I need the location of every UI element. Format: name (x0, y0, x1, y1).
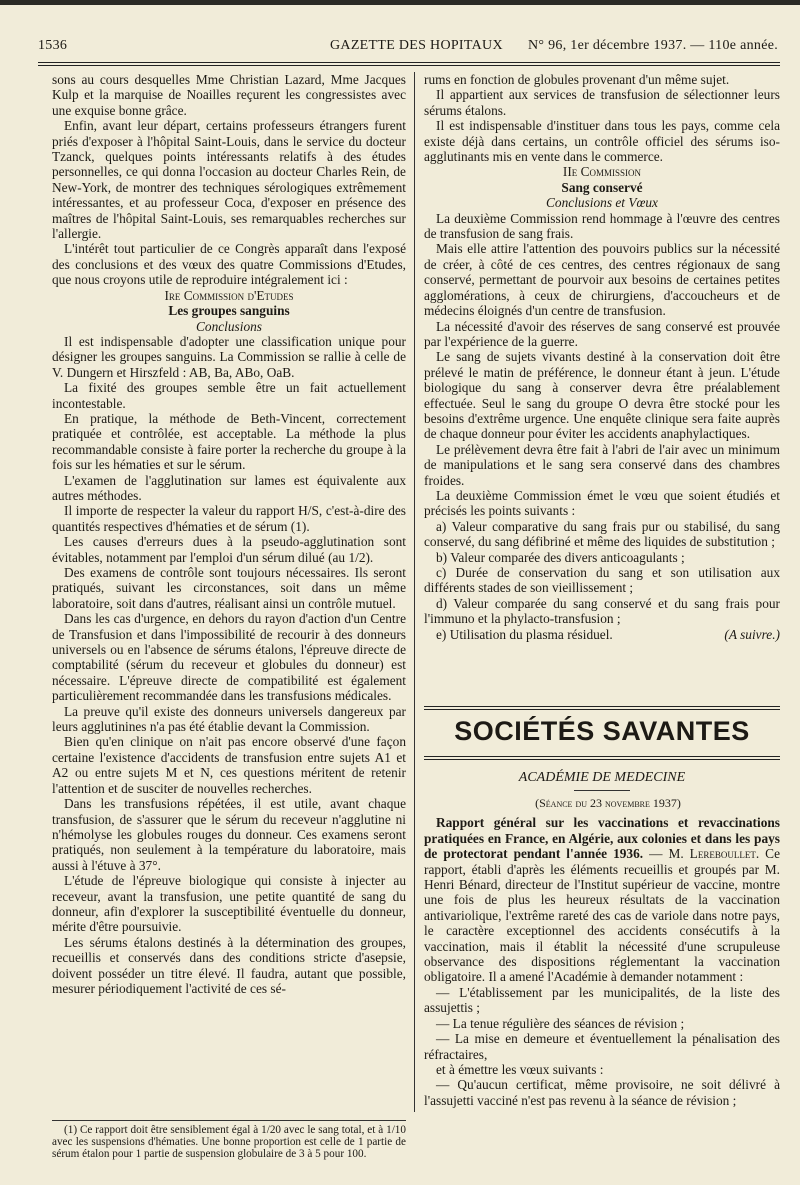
report-author: — M. Lereboullet. (649, 846, 760, 862)
short-rule (574, 790, 630, 791)
paragraph: rums en fonction de globules provenant d'un même sujet. (424, 72, 730, 87)
paragraph: Il est indispensable d'adopter une classification unique pour désigner les groupes sanguins. La Commission se rallie à celle de V. Dungern et Hirszfeld : AB, Ba, ABo, OaB. (52, 333, 406, 380)
paragraph: Il importe de respecter la valeur du rapport H/S, c'est-à-dire des quantités respectives d'hématies et de sérum (1). (52, 503, 406, 534)
section-rule-2 (424, 709, 780, 710)
session-date: (Séance du 23 novembre 1937) (535, 796, 681, 810)
paragraph: L'étude de l'épreuve biologique qui consiste à injecter au receveur, avant la transfusion, une petite quantité de sang du donneur, afin d'explorer la susceptibilité éventuelle du donneur, mérite d'être poursuivie. (52, 873, 406, 935)
paragraph: Les causes d'erreurs dues à la pseudo-agglutination sont évitables, notamment par l'emploi d'un sérum dilué (au 1/2). (52, 534, 406, 565)
paragraph: Le prélèvement devra être fait à l'abri de l'air avec un minimum de manipulations et le sang sera conservé dans des chambres froides. (424, 441, 780, 488)
academy-section (424, 796, 780, 1108)
footnote-text: (1) Ce rapport doit être sensiblement égal à 1/20 avec le sang total, et à 1/10 avec les suspensions d'hématies. Une bonne proportion est celle de 1 partie de sérum étalon pour 1 partie de suspension globulaire de 3 à 5 pour 100. (52, 1124, 406, 1161)
paragraph: La preuve qu'il existe des donneurs universels dangereux par leurs agglutinines n'a pas été établie devant la Commission. (52, 703, 406, 735)
list-item (424, 627, 780, 642)
right-column (424, 72, 780, 642)
list-item: c) Durée de conservation du sang et son utilisation aux différents stades de son vieillissement ; (424, 565, 780, 596)
list-item: — L'établissement par les municipalités, de la liste des assujettis ; (424, 984, 780, 1016)
paragraph: Mais elle attire l'attention des pouvoirs publics sur la nécessité de créer, à côté de ces centres, des centres régionaux de sang conservé, permettant de pourvoir aux besoins de certaines petites agglomérations, à ceux de chirurgiens, d'accoucheurs et de médecins éloignés d'un centre de transfusion. (424, 241, 780, 319)
header-rule-2 (38, 65, 780, 66)
paragraph: L'intérêt tout particulier de ce Congrès apparaît dans l'exposé des conclusions et des vœux des quatre Commissions d'Etudes, que nous croyons utile de reproduire intégralement ici : (52, 241, 406, 288)
paragraph: Le sang de sujets vivants destiné à la conservation doit être prélevé le matin de préférence, le donneur étant à jeun. L'étude biologique du sang à conserver devra être préalablement effectuée. Seul le sang du groupe O devra être stocké pour les besoins d'extrême urgence. Une enquête clinique sera faite auprès de chaque donneur pour éviter les accidents anaphylactiques. (424, 349, 780, 442)
to-be-continued: (A suivre.) (724, 626, 780, 642)
banner-rule (424, 756, 780, 757)
page-number: 1536 (38, 38, 68, 53)
section-title: Sang conservé (561, 179, 643, 195)
header-rule (38, 62, 780, 63)
paragraph: La deuxième Commission rend hommage à l'œuvre des centres de transfusion de sang frais. (424, 210, 780, 242)
journal-title: GAZETTE DES HOPITAUX (330, 38, 503, 53)
issue-info: N° 96, 1er décembre 1937. — 110e année. (528, 38, 779, 53)
banner-rule-2 (424, 759, 780, 760)
section-subtitle: Conclusions et Vœux (546, 195, 658, 211)
top-border (0, 0, 800, 5)
paragraph: Les sérums étalons destinés à la détermination des groupes, recueillis et conservés dans des conditions stricte d'asepsie, doivent posséder un titre élevé. Il faudra, autant que possible, mesurer périodiquement l'activité de ces sé- (52, 934, 406, 996)
section-heading: IIe Commission (562, 164, 642, 180)
paragraph: Dans les transfusions répétées, il est utile, avant chaque transfusion, de s'assurer que le sérum du receveur n'agglutine ni n'hémolyse les globules rouges du donneur. Ces examens seront pratiqués, non seulement à la température du laboratoire, mais aussi à l'étuve à 37°. (52, 796, 406, 873)
paragraph: La nécessité d'avoir des réserves de sang conservé est prouvée par l'expérience de la guerre. (424, 318, 780, 349)
section-rule (424, 706, 780, 707)
paragraph: et à émettre les vœux suivants : (436, 1061, 604, 1077)
list-item: — La tenue régulière des séances de révision ; (436, 1015, 685, 1031)
list-item: — La mise en demeure et éventuellement la pénalisation des réfractaires, (424, 1031, 780, 1062)
footnote (52, 1124, 406, 1161)
paragraph: sons au cours desquelles Mme Christian Lazard, Mme Jacques Kulp et la marquise de Noailles reçurent les congressistes avec une exquise bonne grâce. (52, 72, 406, 118)
section-heading: Ire Commission d'Etudes (164, 287, 294, 303)
paragraph: Dans les cas d'urgence, en dehors du rayon d'action d'un Centre de Transfusion et dans l'impossibilité de recourir à des donneurs universels ou en l'absence de sérums étalons, l'épreuve directe de comptabilité (sérum du receveur et globules du donneur) est nécessaire. L'épreuve directe de compatibilité est également particulièrement recommandée dans les transfusions médicales. (52, 611, 406, 704)
report-paragraph (424, 815, 780, 984)
list-item: a) Valeur comparative du sang frais pur ou stabilisé, du sang conservé, du sang défibriné et même des liquides de substitution ; (424, 518, 780, 550)
paragraph: La deuxième Commission émet le vœu que soient étudiés et précisés les points suivants : (424, 487, 780, 519)
paragraph: La fixité des groupes semble être un fait actuellement incontestable. (52, 380, 406, 411)
column-divider (414, 72, 415, 1112)
paragraph: Des examens de contrôle sont toujours nécessaires. Ils seront pratiqués, suivant les circonstances, soit dans un même laboratoire, soit dans d'autres, réalisant ainsi un contrôle mutuel. (52, 565, 406, 611)
paragraph: Il est indispensable d'instituer dans tous les pays, comme cela existe déjà dans certains, un contrôle officiel des sérums iso-agglutinants mis en vente dans le commerce. (424, 118, 780, 165)
left-column (52, 72, 406, 996)
paragraph: En pratique, la méthode de Beth-Vincent, correctement pratiquée et contrôlée, est acceptable. La méthode la plus recommandable consiste à faire porter la recherche du groupe à la fois sur les hématies et sur le sérum. (52, 410, 406, 473)
footnote-rule (52, 1120, 406, 1121)
paragraph: Enfin, avant leur départ, certains professeurs étrangers furent priés d'exposer à l'hôpital Saint-Louis, dans le service du docteur Tzanck, quelques points intéressants relatifs à des études personnelles, ce qui donna l'occasion au docteur Charles Rein, de New-York, de montrer des techniques sérologiques extrêmement intéressantes, et au professeur Coca, d'exposer en présence des maîtres de l'hôpital Saint-Louis, ses remarquables recherches sur l'allergie. (52, 118, 406, 242)
paragraph: Il appartient aux services de transfusion de sélectionner leurs sérums étalons. (424, 87, 780, 118)
list-item: b) Valeur comparée des divers anticoagulants ; (436, 549, 685, 565)
report-text: Ce rapport, établi d'après les éléments recueillis et groupés par M. Henri Bénard, directeur de l'Institut supérieur de vaccine, montre une fois de plus les heureux résultats de la vaccination antivariolique, l'extrême rareté des cas de variole dans notre pays, le caractère exceptionnel des accidents consécutifs à la vaccination, mais il établit la nécessité d'une scrupuleuse observance des dispositions réglementant la vaccination obligatoire. Il a amené l'Académie à demander notamment : (424, 846, 780, 985)
list-item-text: e) Utilisation du plasma résiduel. (436, 626, 613, 642)
report-title: Rapport général sur les vaccinations et revaccinations pratiquées en France, en Algérie, aux colonies et dans les pays de protectorat pendant l'année 1936. (424, 815, 780, 862)
society-name: ACADÉMIE DE MEDECINE (518, 770, 686, 785)
section-banner: SOCIÉTÉS SAVANTES (454, 716, 750, 746)
paragraph: Bien qu'en clinique on n'ait pas encore observé d'une façon certaine l'existence d'accidents de transfusion entre sujets A1 et A2 ou entre sujets M et N, ces questions méritent de retenir l'attention et de susciter de nouvelles recherches. (52, 734, 406, 796)
page-header (38, 38, 780, 60)
section-title: Les groupes sanguins (168, 303, 290, 319)
list-item: — Qu'aucun certificat, même provisoire, ne soit délivré à l'assujetti vacciné n'est pas revenu à la séance de révision ; (424, 1077, 780, 1108)
list-item: d) Valeur comparée du sang conservé et du sang frais pour l'immuno et la phylacto-transfusion ; (424, 595, 780, 627)
paragraph: L'examen de l'agglutination sur lames est équivalente aux autres méthodes. (52, 472, 406, 503)
section-subtitle: Conclusions (196, 318, 262, 334)
